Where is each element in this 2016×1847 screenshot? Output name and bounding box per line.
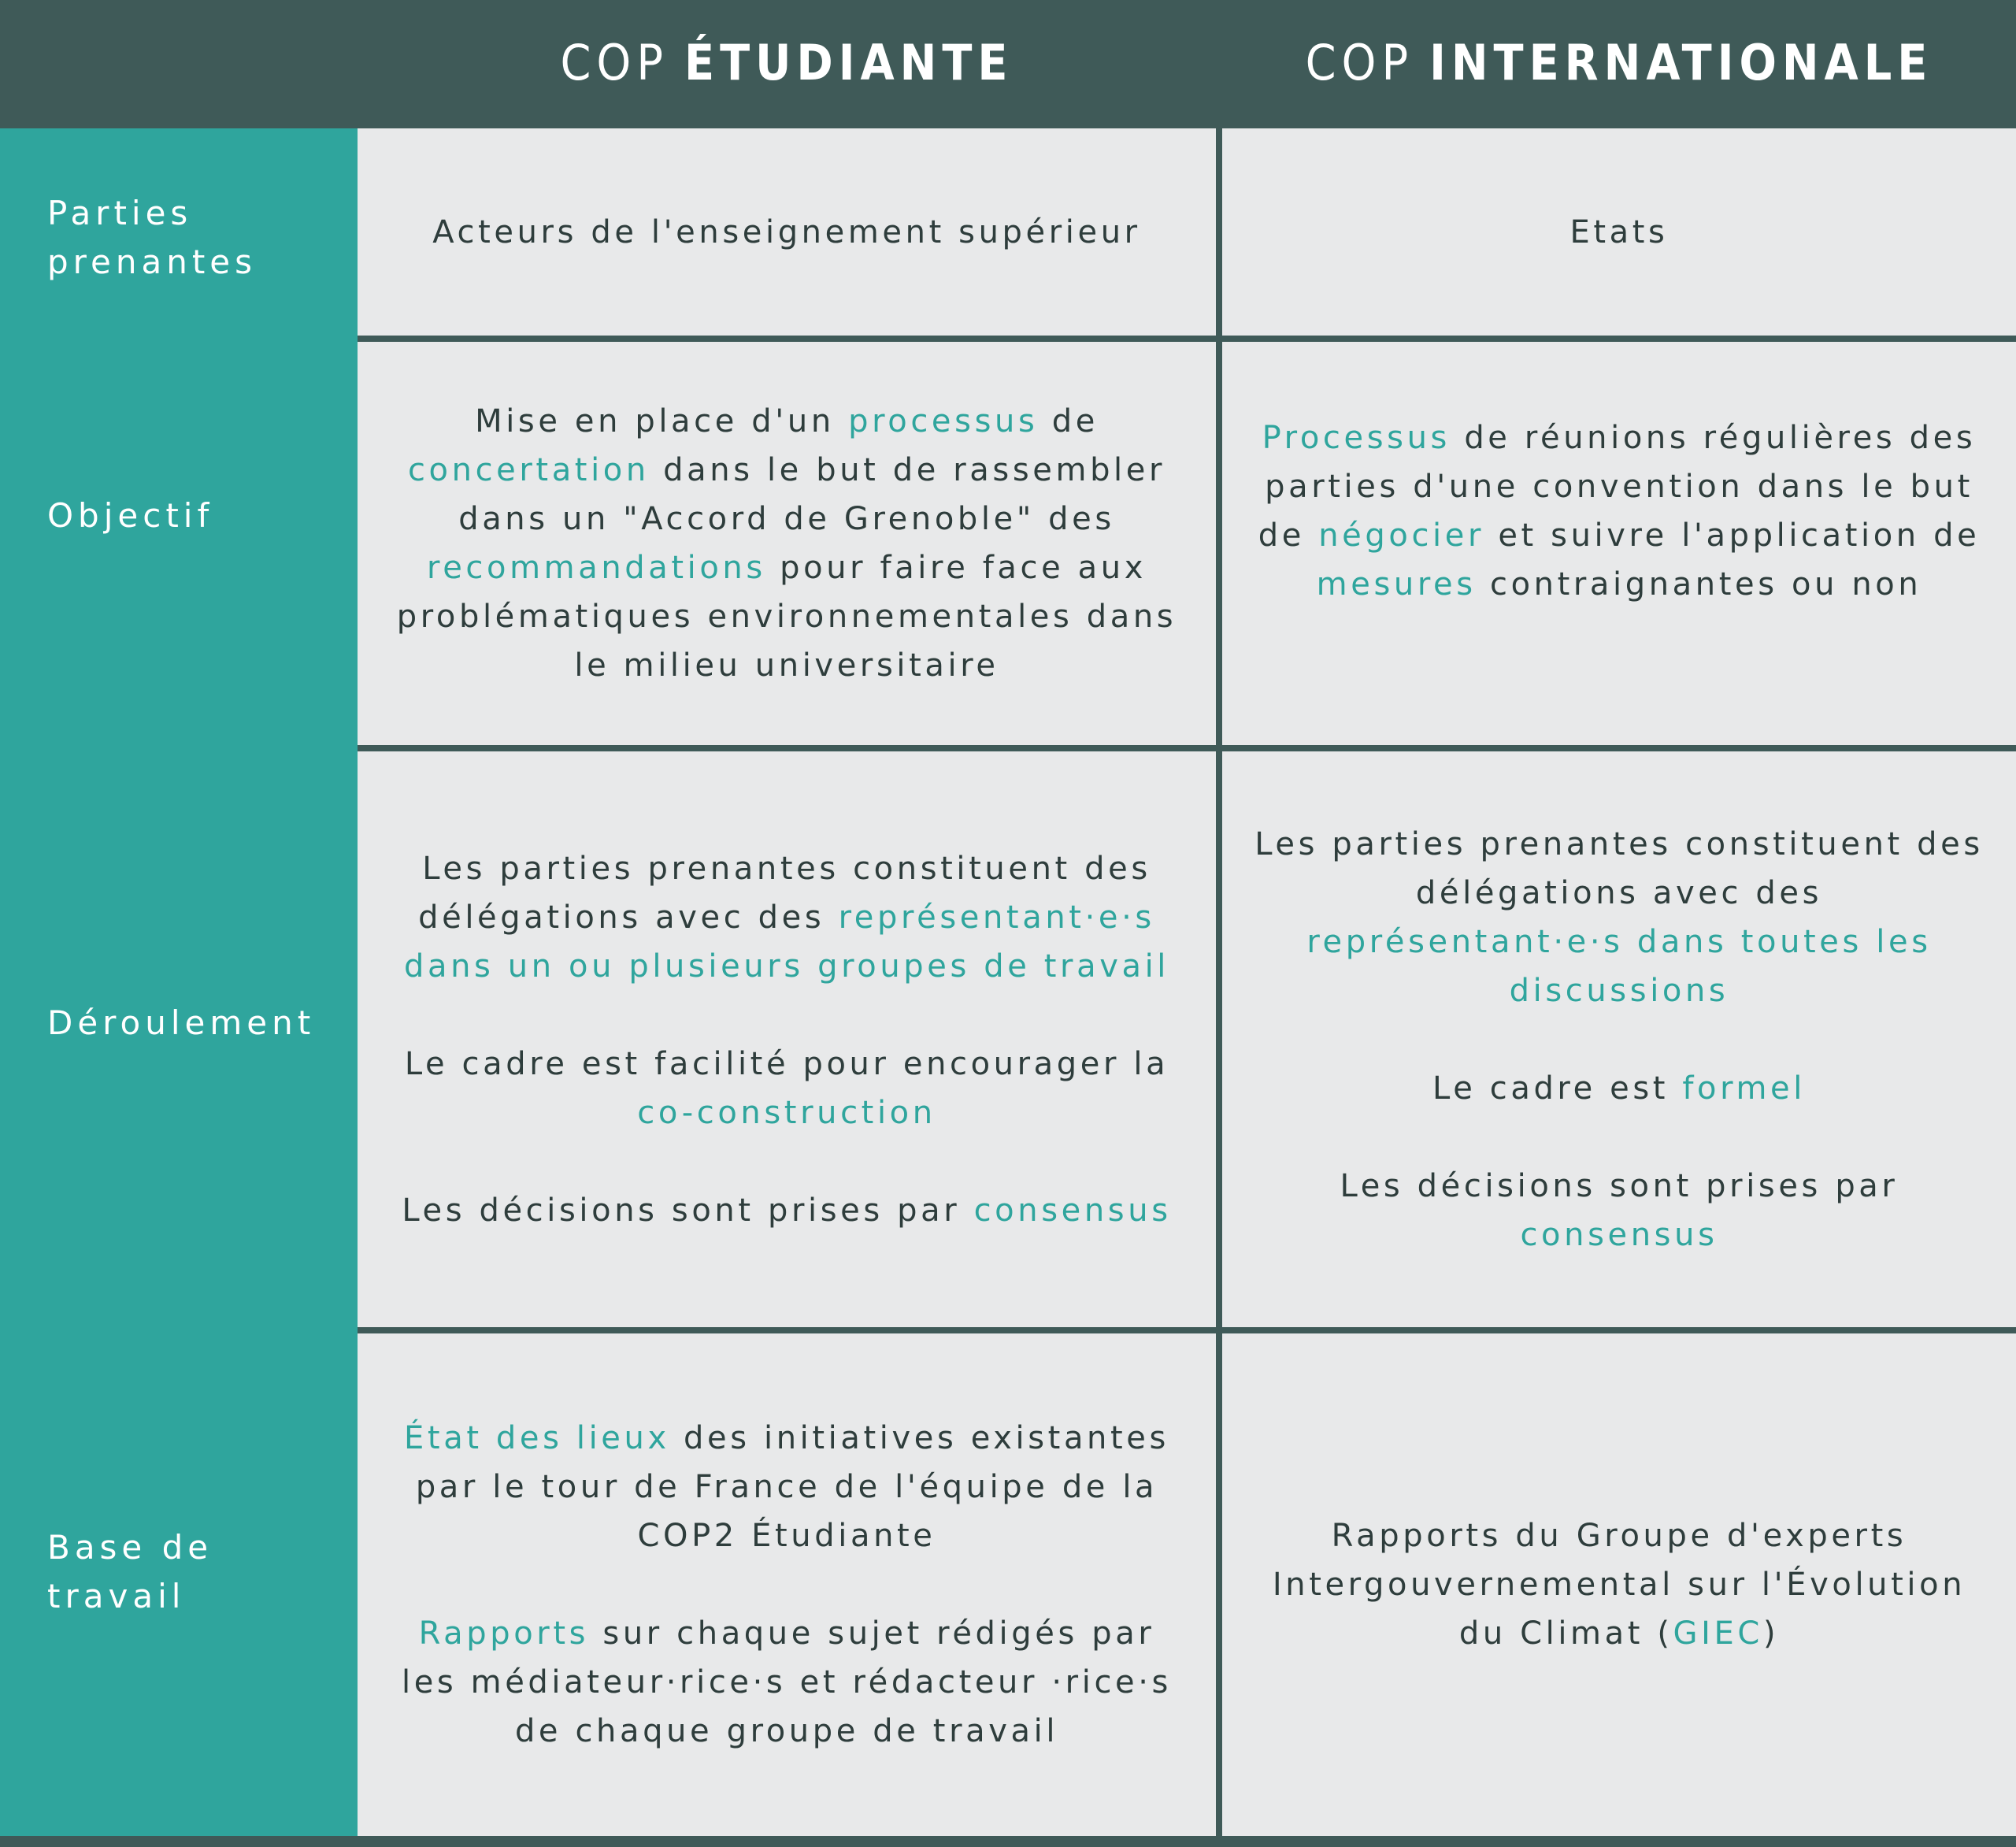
header-cop-internationale-prefix: COP [1305, 34, 1414, 91]
highlighted-term: négocier [1318, 517, 1485, 554]
cell-paragraph [389, 1414, 1184, 1560]
highlighted-term: co-construction [637, 1094, 936, 1131]
cell-paragraph [402, 1186, 1171, 1235]
cell-text: Les parties prenantes constituent des délégations avec des [1254, 825, 1984, 911]
cell-base-de-travail-etudiante [358, 1333, 1216, 1836]
highlighted-term: consensus [973, 1192, 1172, 1229]
cell-paragraph [389, 1609, 1184, 1756]
cell-text: des initiatives existantes par le tour de France de l'équipe de la COP2 Étudiante [415, 1420, 1169, 1554]
cell-text: Les décisions sont prises par [1340, 1167, 1899, 1204]
highlighted-term: mesures [1316, 566, 1477, 603]
cell-deroulement-internationale [1222, 751, 2016, 1327]
header-cop-internationale [1222, 0, 2016, 126]
row-label-objectif: Objectif [47, 496, 214, 535]
cell-text: Le cadre est facilité pour encourager la [404, 1045, 1169, 1082]
cell-text: de réunions régulières des parties d'une convention dans le but de [1258, 420, 1977, 554]
cell-text: dans le but de rassembler dans un "Accord de Grenoble" des [458, 452, 1166, 537]
row-label-parties-prenantes: Parties prenantes [47, 194, 258, 281]
cell-text: Le cadre est [1432, 1070, 1683, 1107]
cell-paragraph [389, 844, 1184, 991]
row-label-deroulement: Déroulement [47, 1003, 316, 1042]
cell-text: contraignantes ou non [1476, 566, 1922, 603]
highlighted-term: consensus [1520, 1216, 1718, 1253]
cell-text: Mise en place d'un [475, 403, 849, 439]
highlighted-term: Processus [1262, 420, 1451, 456]
header-cop-etudiante-prefix: COP [560, 34, 669, 91]
header-cop-etudiante [358, 0, 1216, 126]
highlighted-term: concertation [407, 452, 650, 488]
row-label-base-de-travail: Base de travail [47, 1528, 213, 1615]
header-cop-etudiante-title: ÉTUDIANTE [684, 34, 1014, 91]
highlighted-term: recommandations [427, 550, 766, 586]
highlighted-term: représentant·e·s dans un ou plusieurs groupes de travail [403, 899, 1170, 985]
cell-text: de [1038, 403, 1099, 439]
cell-text: sur chaque sujet rédigés par les médiateur·rice·s et rédacteur ·rice·s de chaque groupe de travail [401, 1615, 1172, 1749]
cell-text: Acteurs de l'enseignement supérieur [432, 213, 1141, 250]
cell-text: ) [1762, 1615, 1780, 1652]
highlighted-term: État des lieux [404, 1420, 670, 1456]
cell-paragraph [1254, 1162, 1984, 1259]
highlighted-term: processus [848, 403, 1039, 439]
cell-paragraph [432, 208, 1140, 257]
cell-paragraph [1254, 820, 1984, 1015]
cell-text: pour faire face aux problématiques environnementales dans le milieu universitaire [396, 550, 1177, 684]
cell-text: et suivre l'application de [1484, 517, 1981, 554]
cell-text: Les décisions sont prises par [402, 1192, 974, 1229]
cell-paragraph [389, 1040, 1184, 1137]
cell-paragraph [1254, 1511, 1984, 1658]
cell-deroulement-etudiante [358, 751, 1216, 1327]
cell-parties-prenantes-etudiante [358, 128, 1216, 336]
cell-text: Les parties prenantes constituent des délégations avec des [418, 850, 1151, 936]
highlighted-term: représentant·e·s dans toutes les discussions [1306, 923, 1932, 1009]
cell-base-de-travail-internationale [1222, 1333, 2016, 1836]
cell-objectif-internationale [1222, 342, 2016, 745]
header-cop-internationale-title: INTERNATIONALE [1429, 34, 1933, 91]
cell-paragraph [1570, 208, 1669, 257]
cell-paragraph [1432, 1064, 1806, 1113]
cell-text: Etats [1569, 213, 1669, 250]
cell-text: Rapports du Groupe d'experts Intergouvernemental sur l'Évolution du Climat ( [1272, 1518, 1966, 1652]
highlighted-term: Rapports [418, 1615, 590, 1652]
highlighted-term: formel [1682, 1070, 1806, 1107]
highlighted-term: GIEC [1673, 1615, 1763, 1652]
cell-parties-prenantes-internationale [1222, 128, 2016, 336]
cell-paragraph [1254, 414, 1984, 609]
cell-paragraph [389, 397, 1184, 690]
cell-objectif-etudiante [358, 342, 1216, 745]
